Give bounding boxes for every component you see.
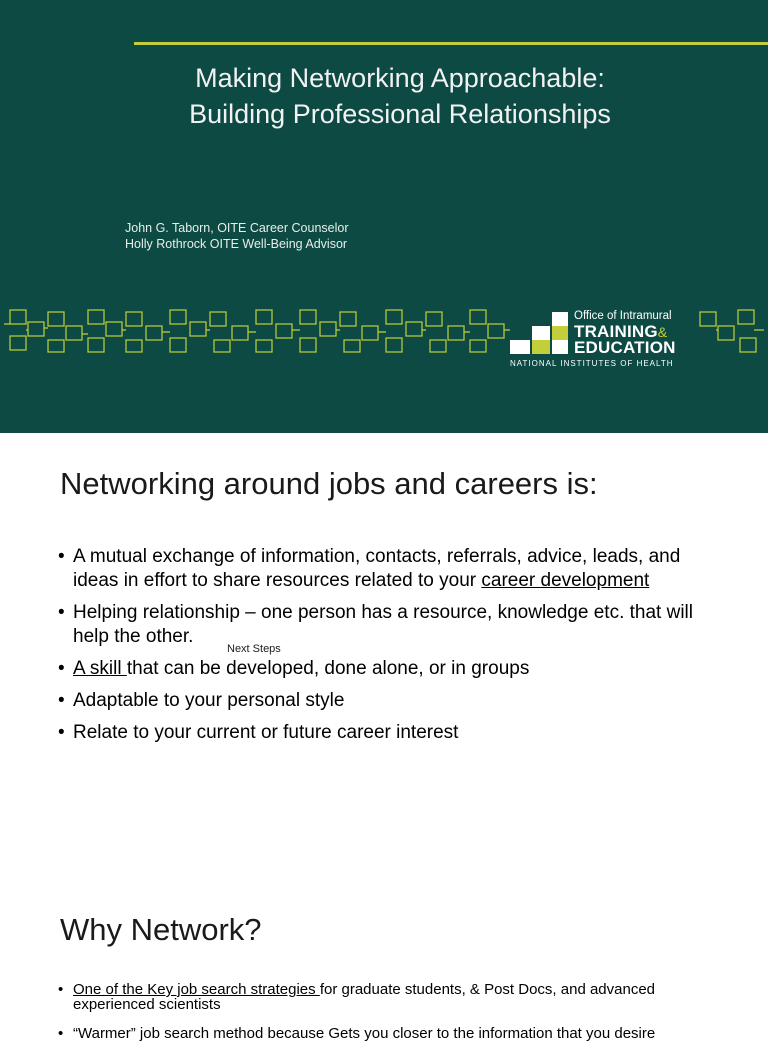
career-development-link[interactable]: career development xyxy=(481,570,650,591)
bullet-item xyxy=(58,689,718,713)
author-1: John G. Taborn, OITE Career Counselor xyxy=(125,221,349,235)
logo-office-text: Office of Intramural xyxy=(574,310,672,322)
bullet-text: “Warmer” job search method because Gets you closer to the information that you desire xyxy=(73,1025,656,1042)
slide2-heading: Networking around jobs and careers is: xyxy=(60,466,598,501)
bullet-item xyxy=(58,545,718,593)
title-line-1: Making Networking Approachable: xyxy=(195,63,605,93)
bullet-item xyxy=(58,721,718,745)
accent-line xyxy=(134,42,768,45)
bullet-item xyxy=(58,601,718,649)
bullet-item xyxy=(58,982,718,1012)
logo-training-word: TRAINING xyxy=(574,322,658,341)
next-steps-overlay: Next Steps xyxy=(227,643,281,655)
logo-ampersand: & xyxy=(657,324,668,340)
a-skill-link[interactable]: A skill xyxy=(73,658,127,679)
logo-nih-text: NATIONAL INSTITUTES OF HEALTH xyxy=(510,359,674,368)
slide2-bullets xyxy=(58,545,718,753)
bullet-text: for graduate students, & Post Docs, and advanced experienced scientists xyxy=(73,981,656,1013)
bullet-text: Adaptable to your personal style xyxy=(73,690,345,711)
bullet-text: Relate to your current or future career interest xyxy=(73,722,459,743)
title-slide xyxy=(0,0,768,433)
bullet-item xyxy=(58,657,718,681)
title-line-2: Building Professional Relationships xyxy=(189,99,611,129)
logo-education-text: EDUCATION xyxy=(574,338,676,357)
bullet-text: Helping relationship – one person has a resource, knowledge etc. that will help the other. xyxy=(73,602,693,647)
key-strategies-link[interactable]: One of the Key job search strategies xyxy=(73,981,320,998)
bullet-text: A mutual exchange of information, contacts, referrals, advice, leads, and ideas in effort to share resources related to your xyxy=(73,546,681,591)
bullet-text: that can be developed, done alone, or in groups xyxy=(126,658,530,679)
slide-title xyxy=(80,60,720,132)
authors xyxy=(125,220,349,252)
slide3-bullets xyxy=(58,982,718,1055)
author-2: Holly Rothrock OITE Well-Being Advisor xyxy=(125,237,348,251)
slide3-heading: Why Network? xyxy=(60,912,262,947)
bullet-item xyxy=(58,1026,718,1041)
